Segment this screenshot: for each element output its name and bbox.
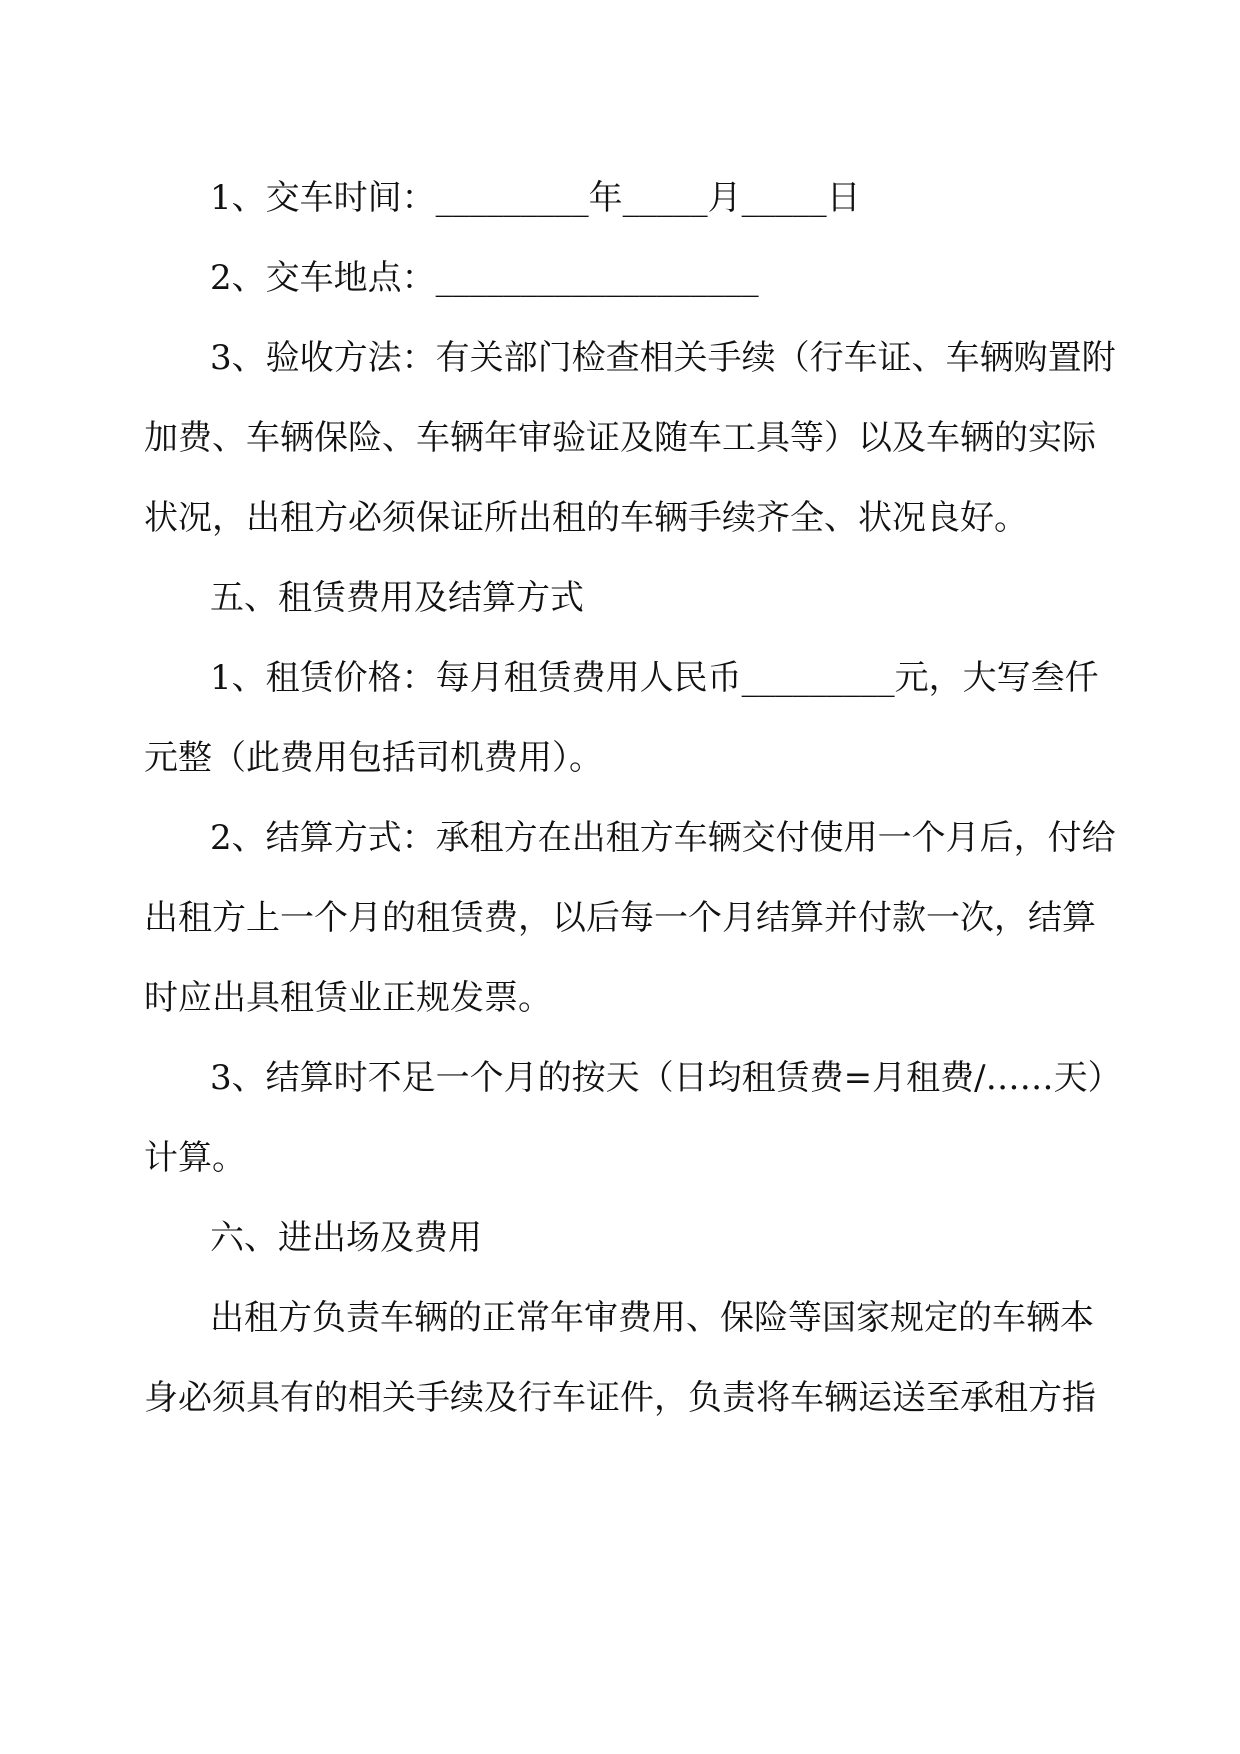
lessor-duty-line-1: 出租方负责车辆的正常年审费用、保险等国家规定的车辆本 — [210, 1298, 1094, 1338]
section-heading-5: 五、租赁费用及结算方式 — [210, 578, 584, 618]
section-heading-6: 六、进出场及费用 — [210, 1218, 482, 1258]
rental-price-line-2: 元整（此费用包括司机费用）。 — [144, 738, 603, 778]
settlement-method-line-1: 2、结算方式：承租方在出租方车辆交付使用一个月后，付给 — [210, 818, 1116, 858]
partial-month-line-1: 3、结算时不足一个月的按天（日均租赁费=月租费/……天） — [210, 1058, 1122, 1098]
partial-month-line-2: 计算。 — [144, 1138, 246, 1178]
acceptance-method-line-2: 加费、车辆保险、车辆年审验证及随车工具等）以及车辆的实际 — [144, 418, 1096, 458]
settlement-method-line-2: 出租方上一个月的租赁费，以后每一个月结算并付款一次，结算 — [144, 898, 1096, 938]
delivery-location-line: 2、交车地点：___________________ — [210, 258, 759, 298]
acceptance-method-line-3: 状况，出租方必须保证所出租的车辆手续齐全、状况良好。 — [144, 498, 1028, 538]
settlement-method-line-3: 时应出具租赁业正规发票。 — [144, 978, 552, 1018]
acceptance-method-line-1: 3、验收方法：有关部门检查相关手续（行车证、车辆购置附 — [210, 338, 1116, 378]
lessor-duty-line-2: 身必须具有的相关手续及行车证件，负责将车辆运送至承租方指 — [144, 1378, 1096, 1418]
rental-price-line-1: 1、租赁价格：每月租赁费用人民币_________元，大写叁仟 — [210, 658, 1099, 698]
delivery-time-line: 1、交车时间：_________年_____月_____日 — [210, 178, 861, 218]
